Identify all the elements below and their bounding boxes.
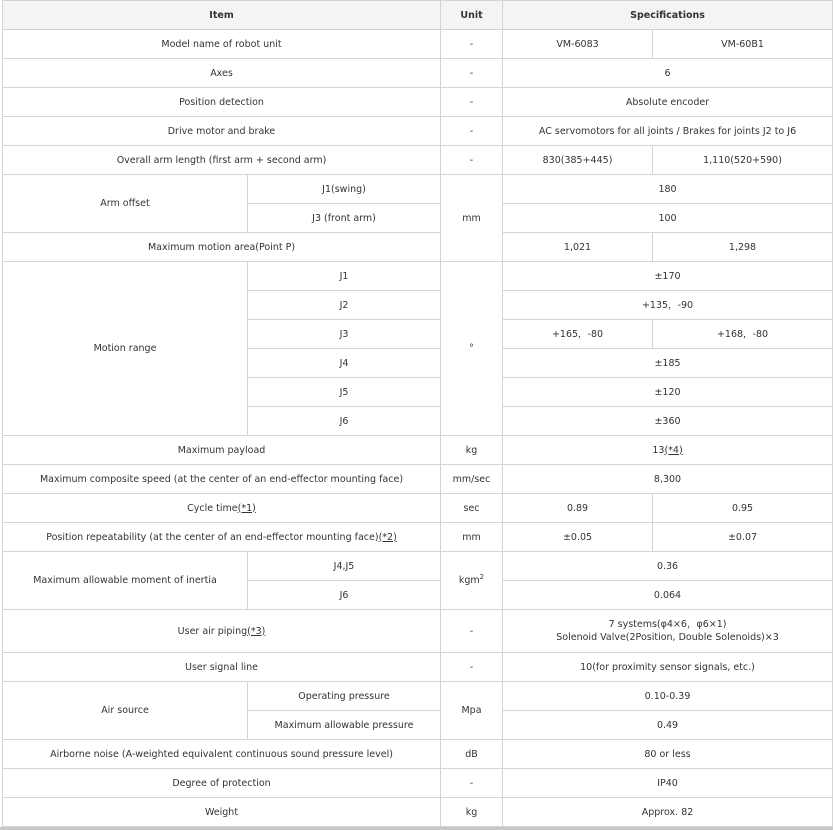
row-sublabel: Operating pressure <box>248 682 441 711</box>
row-sublabel: J4 <box>248 349 441 378</box>
row-unit: ° <box>441 262 503 436</box>
table-row <box>3 682 833 711</box>
row-value: ±185 <box>503 349 833 378</box>
row-value <box>503 436 833 465</box>
row-label: Motion range <box>3 262 248 436</box>
row-unit: kg <box>441 436 503 465</box>
row-sublabel: J3 (front arm) <box>248 204 441 233</box>
row-value: ±120 <box>503 378 833 407</box>
table-row <box>3 740 833 769</box>
air-piping-line-1: 7 systems(φ4×6，φ6×1) <box>608 619 727 630</box>
footnote-link[interactable]: (*3) <box>247 625 266 637</box>
row-sublabel: J1(swing) <box>248 175 441 204</box>
header-unit: Unit <box>441 1 503 30</box>
table-row <box>3 523 833 552</box>
row-label: Overall arm length (first arm + second arm) <box>3 146 441 175</box>
table-row <box>3 494 833 523</box>
table-row <box>3 233 833 262</box>
table-header-row <box>3 1 833 30</box>
row-value: Approx. 82 <box>503 798 833 827</box>
row-value: 10(for proximity sensor signals, etc.) <box>503 653 833 682</box>
row-value-a: 1,021 <box>503 233 653 262</box>
row-value-a: VM-6083 <box>503 30 653 59</box>
row-unit: sec <box>441 494 503 523</box>
row-label: Degree of protection <box>3 769 441 798</box>
row-label <box>3 523 441 552</box>
row-value: 180 <box>503 175 833 204</box>
row-label: Drive motor and brake <box>3 117 441 146</box>
row-label: Maximum motion area(Point P) <box>3 233 441 262</box>
row-value: AC servomotors for all joints / Brakes for joints J2 to J6 <box>503 117 833 146</box>
row-unit: - <box>441 59 503 88</box>
row-sublabel: J4,J5 <box>248 552 441 581</box>
row-unit: - <box>441 88 503 117</box>
row-sublabel: J5 <box>248 378 441 407</box>
row-value-b: VM-60B1 <box>653 30 833 59</box>
specifications-table <box>2 0 833 827</box>
row-label: Maximum composite speed (at the center of an end-effector mounting face) <box>3 465 441 494</box>
row-value-b: 1,110(520+590) <box>653 146 833 175</box>
row-unit: - <box>441 769 503 798</box>
row-unit: - <box>441 146 503 175</box>
footnote-link[interactable]: (*2) <box>378 531 397 543</box>
row-label: Position detection <box>3 88 441 117</box>
row-label: Weight <box>3 798 441 827</box>
row-value: 100 <box>503 204 833 233</box>
table-row <box>3 653 833 682</box>
row-unit: mm <box>441 523 503 552</box>
inertia-unit-exponent: 2 <box>479 572 485 581</box>
header-item: Item <box>3 1 441 30</box>
table-row <box>3 262 833 291</box>
row-value-b: 1,298 <box>653 233 833 262</box>
air-piping-label: User air piping <box>177 625 248 637</box>
table-row <box>3 552 833 581</box>
row-label: Air source <box>3 682 248 740</box>
row-unit: kg <box>441 798 503 827</box>
table-row <box>3 798 833 827</box>
row-unit: mm/sec <box>441 465 503 494</box>
row-value-a: 830(385+445) <box>503 146 653 175</box>
row-label: Maximum payload <box>3 436 441 465</box>
row-value-a: ±0.05 <box>503 523 653 552</box>
row-value <box>503 610 833 653</box>
repeatability-label: Position repeatability (at the center of an end-effector mounting face) <box>46 531 379 543</box>
row-value: IP40 <box>503 769 833 798</box>
row-unit: - <box>441 653 503 682</box>
footnote-link[interactable]: (*1) <box>237 502 256 514</box>
row-value: 0.064 <box>503 581 833 610</box>
row-label: User signal line <box>3 653 441 682</box>
row-value-b: 0.95 <box>653 494 833 523</box>
row-value-b: ±0.07 <box>653 523 833 552</box>
table-row <box>3 117 833 146</box>
table-row <box>3 769 833 798</box>
row-value: +135，-90 <box>503 291 833 320</box>
table-row <box>3 610 833 653</box>
row-label: Arm offset <box>3 175 248 233</box>
row-value-a: +165，-80 <box>503 320 653 349</box>
row-value: 0.10-0.39 <box>503 682 833 711</box>
row-label <box>3 610 441 653</box>
row-sublabel: J6 <box>248 407 441 436</box>
row-sublabel: J3 <box>248 320 441 349</box>
row-value: 6 <box>503 59 833 88</box>
row-value: ±360 <box>503 407 833 436</box>
row-label <box>3 494 441 523</box>
row-unit: Mpa <box>441 682 503 740</box>
row-value: 0.36 <box>503 552 833 581</box>
row-unit: mm <box>441 175 503 262</box>
table-row <box>3 465 833 494</box>
inertia-unit: kgm <box>458 575 480 586</box>
row-unit <box>441 552 503 610</box>
row-value: 80 or less <box>503 740 833 769</box>
payload-value: 13 <box>652 444 665 456</box>
row-label: Airborne noise (A-weighted equivalent continuous sound pressure level) <box>3 740 441 769</box>
row-value: ±170 <box>503 262 833 291</box>
row-sublabel: J6 <box>248 581 441 610</box>
row-sublabel: J2 <box>248 291 441 320</box>
footnote-link[interactable]: (*4) <box>664 444 683 456</box>
row-value-a: 0.89 <box>503 494 653 523</box>
row-value: 0.49 <box>503 711 833 740</box>
row-sublabel: Maximum allowable pressure <box>248 711 441 740</box>
table-row <box>3 146 833 175</box>
header-specifications: Specifications <box>503 1 833 30</box>
row-unit: dB <box>441 740 503 769</box>
row-unit: - <box>441 117 503 146</box>
row-label: Maximum allowable moment of inertia <box>3 552 248 610</box>
row-sublabel: J1 <box>248 262 441 291</box>
row-label: Model name of robot unit <box>3 30 441 59</box>
row-value: Absolute encoder <box>503 88 833 117</box>
table-row <box>3 59 833 88</box>
row-unit: - <box>441 30 503 59</box>
row-unit: - <box>441 610 503 653</box>
cycle-label: Cycle time <box>187 502 238 514</box>
row-value-b: +168，-80 <box>653 320 833 349</box>
row-value: 8,300 <box>503 465 833 494</box>
table-row <box>3 30 833 59</box>
air-piping-line-2: Solenoid Valve(2Position, Double Solenoids)×3 <box>556 632 779 643</box>
table-row <box>3 175 833 204</box>
row-label: Axes <box>3 59 441 88</box>
table-row <box>3 436 833 465</box>
table-row <box>3 88 833 117</box>
